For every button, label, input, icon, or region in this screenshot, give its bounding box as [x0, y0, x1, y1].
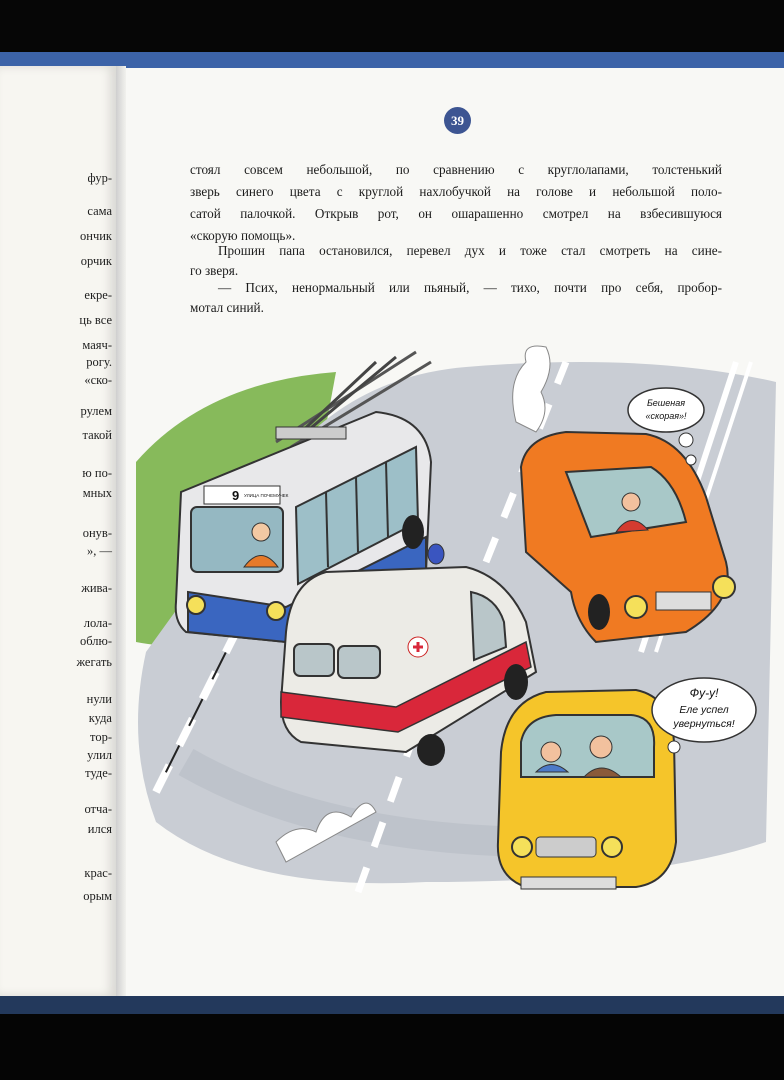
- trolleybus-route-number: 9: [232, 488, 240, 503]
- left-page-text-fragment: ю по-: [82, 466, 112, 480]
- book-gutter: [116, 66, 126, 996]
- left-page-text-fragment: екре-: [84, 288, 112, 302]
- left-page-text-fragment: ць все: [79, 313, 112, 327]
- left-page-text-fragment: нули: [86, 692, 112, 706]
- book-bottom-edge: [0, 996, 784, 1014]
- left-page-text-fragment: крас-: [84, 866, 112, 880]
- bubble-text: Фу-у!: [689, 686, 719, 700]
- left-page-text-fragment: маяч-: [82, 338, 112, 352]
- bubble-text: Бешеная: [646, 398, 686, 408]
- left-page: [0, 66, 116, 996]
- left-page-text-fragment: ился: [87, 822, 112, 836]
- left-page-text-fragment: тор-: [90, 730, 112, 744]
- left-page-text-fragment: орым: [83, 889, 112, 903]
- left-page-text-fragment: фур-: [87, 171, 112, 185]
- left-page-text-fragment: отча-: [84, 802, 112, 816]
- left-page-text-fragment: облю-: [79, 634, 112, 648]
- left-page-text-fragment: «ско-: [84, 373, 112, 387]
- left-page-text-fragment: жива-: [81, 581, 112, 595]
- text-line: го зверя.: [190, 263, 239, 278]
- page-number: 39: [444, 107, 471, 134]
- yellow-car: [498, 690, 676, 889]
- text-line: стоял совсем небольшой, по сравнению с круглолапами, толстенький: [190, 162, 722, 177]
- left-page-text-fragment: мных: [82, 486, 112, 500]
- text-line: «скорую помощь».: [190, 228, 296, 243]
- left-page-text-fragment: сама: [87, 204, 112, 218]
- left-page-text-fragment: ончик: [80, 229, 112, 243]
- left-page-text-fragment: орчик: [80, 254, 112, 268]
- bubble-text: «скорая»!: [645, 411, 687, 421]
- traffic-illustration: [126, 322, 784, 912]
- left-page-text-fragment: улил: [87, 748, 112, 762]
- text-line: Прошин папа остановился, перевел дух и тоже стал смотреть на сине-: [218, 243, 722, 258]
- bubble-text: увернуться!: [673, 718, 735, 730]
- left-page-text-fragment: куда: [88, 711, 112, 725]
- left-page-text-fragment: рулем: [80, 404, 112, 418]
- left-page-text-fragment: онув-: [82, 526, 112, 540]
- left-page-text-fragment: туде-: [85, 766, 112, 780]
- scan-background-top: [0, 0, 784, 55]
- text-line: зверь синего цвета с круглой нахлобучкой на голове и небольшой поло-: [190, 184, 722, 199]
- left-page-text-fragment: », —: [87, 544, 112, 558]
- text-line: — Псих, ненормальный или пьяный, — тихо, почти про себя, пробор-: [218, 280, 722, 295]
- left-page-text-fragment: такой: [82, 428, 112, 442]
- text-line: сатой палочкой. Открыв рот, он ошарашенно смотрел на взбесившуюся: [190, 206, 722, 221]
- text-line: мотал синий.: [190, 300, 264, 315]
- bubble-text: Еле успел: [679, 704, 729, 716]
- left-page-text-fragment: лола-: [83, 616, 112, 630]
- left-page-text-fragment: рогу.: [86, 355, 112, 369]
- trolleybus-route-text: УЛИЦА ПОЧЕМУЧЕК: [244, 493, 289, 498]
- left-page-text-fragment: жегать: [76, 655, 112, 669]
